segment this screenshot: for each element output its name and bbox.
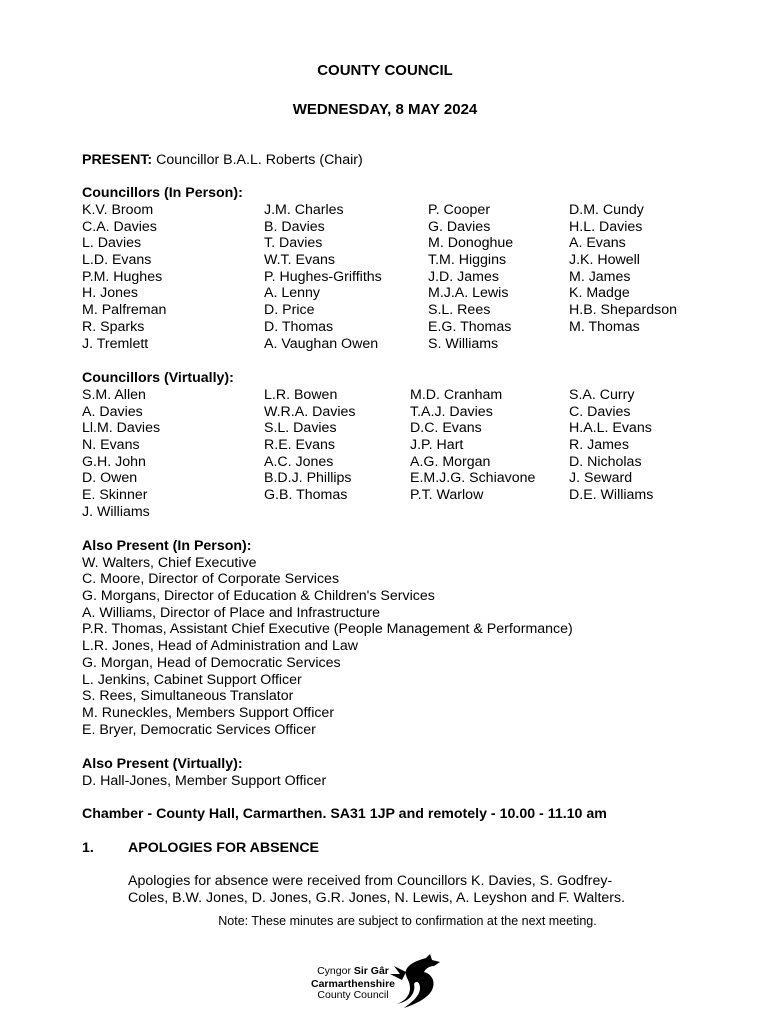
venue-line: Chamber - County Hall, Carmarthen. SA31 1JP and remotely - 10.00 - 11.10 am [82, 806, 607, 822]
councillor-name: R. James [569, 437, 629, 454]
in-person-column-1 [82, 202, 166, 352]
logo-english-name: Carmarthenshire [310, 978, 396, 990]
virtually-heading: Councillors (Virtually): [82, 370, 234, 386]
councillor-name: N. Evans [82, 437, 140, 454]
councillor-name: C.A. Davies [82, 218, 157, 235]
in-person-column-2 [264, 202, 382, 352]
councillor-name: H. Jones [82, 285, 138, 302]
councillor-name: P.T. Warlow [410, 487, 484, 504]
councillor-name: W.T. Evans [264, 252, 335, 269]
councillor-name: S.A. Curry [569, 387, 635, 403]
apologies-line-2: Coles, B.W. Jones, D. Jones, G.R. Jones, N. Lewis, A. Leyshon and F. Walters. [128, 889, 626, 906]
councillor-name: J. Tremlett [82, 335, 149, 352]
councillor-name: G.B. Thomas [264, 487, 348, 504]
officer-entry: W. Walters, Chief Executive [82, 554, 257, 571]
officer-entry: L.R. Jones, Head of Administration and Law [82, 638, 359, 655]
in-person-heading: Councillors (In Person): [82, 185, 243, 201]
present-label: PRESENT: [82, 152, 153, 168]
councillor-name: A. Lenny [264, 285, 321, 302]
officer-entry: E. Bryer, Democratic Services Officer [82, 721, 316, 738]
in-person-column-4 [569, 202, 677, 336]
virtually-column-3 [410, 387, 535, 504]
apologies-paragraph [128, 873, 688, 906]
councillor-name: D.C. Evans [410, 420, 482, 437]
officer-entry: S. Rees, Simultaneous Translator [82, 688, 294, 705]
confirmation-note: Note: These minutes are subject to confirmation at the next meeting. [218, 914, 597, 928]
logo-council-label: County Council [317, 989, 389, 1001]
councillor-name: H.B. Shepardson [569, 302, 678, 319]
councillor-name: M. Thomas [569, 318, 640, 335]
councillor-name: M. Donoghue [428, 235, 514, 252]
council-logo [298, 952, 448, 1012]
councillor-name: C. Davies [569, 403, 631, 420]
councillor-name: P. Hughes-Griffiths [264, 268, 382, 285]
councillor-name: Ll.M. Davies [82, 420, 161, 437]
councillor-name: M. Palfreman [82, 302, 167, 319]
councillor-name: M. James [569, 268, 631, 285]
councillor-name: R. Sparks [82, 318, 145, 335]
councillor-name: D.M. Cundy [569, 202, 644, 218]
councillor-name: T.M. Higgins [428, 252, 507, 269]
officers-virtually-heading: Also Present (Virtually): [82, 756, 243, 772]
councillor-name: S. Williams [428, 335, 499, 352]
councillor-name: H.A.L. Evans [569, 420, 652, 437]
councillor-name: P.M. Hughes [82, 268, 163, 285]
councillor-name: D. Thomas [264, 318, 334, 335]
document-title: COUNTY COUNCIL [317, 62, 453, 79]
officer-entry: A. Williams, Director of Place and Infrastructure [82, 604, 381, 621]
councillor-name: A.C. Jones [264, 453, 334, 470]
officers-virtually-section [82, 756, 326, 789]
councillor-name: J.D. James [428, 268, 499, 285]
officers-in-person-section [82, 538, 573, 738]
agenda-item-number: 1. [82, 840, 94, 856]
officers-in-person-heading: Also Present (In Person): [82, 538, 252, 554]
officer-entry: L. Jenkins, Cabinet Support Officer [82, 671, 302, 688]
councillor-name: S.L. Rees [428, 302, 491, 319]
councillor-name: E.M.J.G. Schiavone [410, 470, 536, 487]
councillor-name: J.K. Howell [569, 252, 640, 269]
councillor-name: T.A.J. Davies [410, 403, 493, 420]
councillor-name: J. Seward [569, 470, 633, 487]
councillor-name: L. Davies [82, 235, 142, 252]
councillor-name: B. Davies [264, 218, 325, 235]
councillor-name: L.R. Bowen [264, 387, 338, 403]
councillor-name: S.M. Allen [82, 387, 146, 403]
officer-entry: P.R. Thomas, Assistant Chief Executive (People Management & Performance) [82, 621, 573, 638]
officer-entry: M. Runeckles, Members Support Officer [82, 704, 335, 721]
present-line [82, 152, 363, 169]
officer-entry: G. Morgan, Head of Democratic Services [82, 654, 341, 671]
officer-entry: D. Hall-Jones, Member Support Officer [82, 772, 327, 789]
councillor-name: G. Davies [428, 218, 491, 235]
councillor-name: E.G. Thomas [428, 318, 512, 335]
councillor-name: T. Davies [264, 235, 323, 252]
virtually-column-2 [264, 387, 355, 504]
councillor-name: K. Madge [569, 285, 630, 302]
councillor-name: H.L. Davies [569, 218, 643, 235]
councillor-name: K.V. Broom [82, 202, 154, 218]
dragon-icon [386, 952, 446, 1012]
councillor-name: J. Williams [82, 503, 150, 520]
councillor-name: M.J.A. Lewis [428, 285, 509, 302]
councillor-name: D. Price [264, 302, 315, 319]
officer-entry: G. Morgans, Director of Education & Children's Services [82, 588, 435, 605]
councillor-name: G.H. John [82, 453, 146, 470]
officer-entry: C. Moore, Director of Corporate Services [82, 571, 340, 588]
councillor-name: R.E. Evans [264, 437, 335, 454]
in-person-column-3 [428, 202, 513, 352]
councillor-name: L.D. Evans [82, 252, 152, 269]
present-chair: Councillor B.A.L. Roberts (Chair) [152, 152, 363, 168]
councillor-name: J.P. Hart [410, 437, 464, 454]
councillor-name: D.E. Williams [569, 487, 654, 504]
logo-welsh-name: Cyngor Sir Gâr [317, 965, 389, 977]
councillor-name: D. Owen [82, 470, 138, 487]
councillor-name: B.D.J. Phillips [264, 470, 352, 487]
virtually-column-4 [569, 387, 653, 504]
councillor-name: A. Vaughan Owen [264, 335, 379, 352]
councillor-name: M.D. Cranham [410, 387, 503, 403]
councillor-name: D. Nicholas [569, 453, 642, 470]
councillor-name: P. Cooper [428, 202, 491, 218]
agenda-item-heading: APOLOGIES FOR ABSENCE [128, 840, 320, 856]
virtually-column-1 [82, 387, 160, 521]
apologies-line-1: Apologies for absence were received from Councillors K. Davies, S. Godfrey- [128, 873, 613, 889]
councillor-name: E. Skinner [82, 487, 148, 504]
councillor-name: W.R.A. Davies [264, 403, 356, 420]
councillor-name: A.G. Morgan [410, 453, 491, 470]
councillor-name: J.M. Charles [264, 202, 344, 218]
councillor-name: A. Evans [569, 235, 626, 252]
councillor-name: A. Davies [82, 403, 143, 420]
meeting-date: WEDNESDAY, 8 MAY 2024 [292, 101, 478, 118]
councillor-name: S.L. Davies [264, 420, 337, 437]
